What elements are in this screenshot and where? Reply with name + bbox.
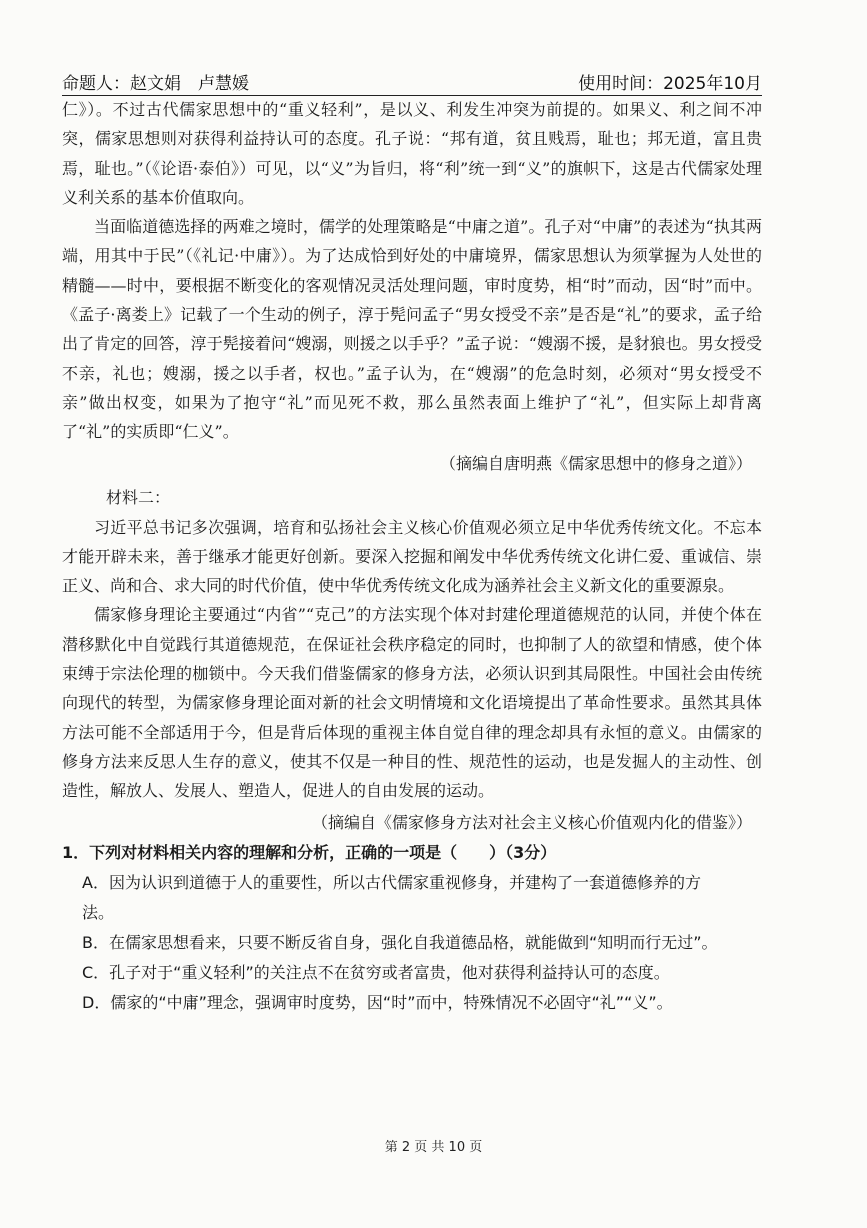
page-content: [62, 95, 762, 1018]
material-one-paragraph-2: 当面临道德选择的两难之境时，儒学的处理策略是“中庸之道”。孔子对“中庸”的表述为“执其两端，用其中于民”（《礼记·中庸》）。为了达成恰到好处的中庸境界，儒家思想认为须掌握为人处世的精髓——时中，要根据不断变化的客观情况灵活处理问题，审时度势，相“时”而动，因“时”而中。《孟子·离娄上》记载了一个生动的例子，淳于髡问孟子“男女授受不亲”是否是“礼”的要求，孟子给出了肯定的回答，淳于髡接着问“嫂溺，则援之以手乎？”孟子说：“嫂溺不援，是豺狼也。男女授受不亲，礼也；嫂溺，援之以手者，权也。”孟子认为，在“嫂溺”的危急时刻，必须对“男女授受不亲”做出权变，如果为了抱守“礼”而见死不救，那么虽然表面上维护了“礼”，但实际上却背离了“礼”的实质即“仁义”。: [62, 217, 762, 442]
option-d-text: D．儒家的“中庸”理念，强调审时度势，因“时”而中，特殊情况不必固守“礼”“义”。: [82, 992, 673, 1012]
material-two-paragraph-1: 习近平总书记多次强调，培育和弘扬社会主义核心价值观必须立足中华优秀传统文化。不忘本才能开辟未来，善于继承才能更好创新。要深入挖掘和阐发中华优秀传统文化讲仁爱、重诚信、崇正义、尚和合、求大同的时代价值，使中华优秀传统文化成为涵养社会主义新文化的重要源泉。: [62, 517, 762, 596]
material-two-paragraph-2: 儒家修身理论主要通过“内省”“克己”的方法实现个体对封建伦理道德规范的认同，并使个体在潜移默化中自觉践行其道德规范，在保证社会秩序稳定的同时，也抑制了人的欲望和情感，使个体束缚于宗法伦理的枷锁中。今天我们借鉴儒家的修身方法，必须认识到其局限性。中国社会由传统向现代的转型，为儒家修身理论面对新的社会文明情境和文化语境提出了革命性要求。虽然其具体方法可能不全部适用于今，但是背后体现的重视主体自觉自律的理念却具有永恒的意义。由儒家的修身方法来反思人生存的意义，使其不仅是一种目的性、规范性的运动，也是发掘人的主动性、创造性，解放人、发展人、塑造人，促进人的自由发展的运动。: [62, 605, 762, 801]
source-citation-two: （摘编自《儒家修身方法对社会主义核心价值观内化的借鉴》）: [311, 812, 752, 832]
option-b: [62, 928, 762, 958]
material-one-paragraph-1: 仁》）。不过古代儒家思想中的“重义轻利”，是以义、利发生冲突为前提的。如果义、利之间不冲突，儒家思想则对获得利益持认可的态度。孔子说：“邦有道，贫且贱焉，耻也；邦无道，富且贵焉，耻也。”（《论语·泰伯》）可见，以“义”为旨归，将“利”统一到“义”的旗帜下，这是古代儒家处理义利关系的基本价值取向。: [62, 100, 762, 207]
option-c: [62, 958, 762, 988]
option-a: [62, 868, 762, 928]
usage-date: 使用时间：2025年10月: [578, 74, 762, 94]
option-a-continuation: 法。: [82, 902, 115, 922]
material-two-heading: 材料二：: [106, 487, 171, 507]
option-d: [62, 988, 762, 1018]
option-c-text: C．孔子对于“重义轻利”的关注点不在贫穷或者富贵，他对获得利益持认可的态度。: [82, 962, 670, 982]
question-stem: 1．下列对材料相关内容的理解和分析，正确的一项是（ ）（3分）: [62, 842, 557, 862]
option-a-text: A．因为认识到道德于人的重要性，所以古代儒家重视修身，并建构了一套道德修养的方: [82, 872, 701, 892]
source-citation-one: （摘编自唐明燕《儒家思想中的修身之道》）: [439, 453, 752, 473]
exam-authors: 命题人：赵文娟 卢慧媛: [62, 74, 249, 94]
option-b-text: B．在儒家思想看来，只要不断反省自身，强化自我道德品格，就能做到“知明而行无过”。: [82, 932, 718, 952]
page-number: 第 2 页 共 10 页: [384, 1140, 483, 1155]
page-header: [62, 66, 762, 94]
